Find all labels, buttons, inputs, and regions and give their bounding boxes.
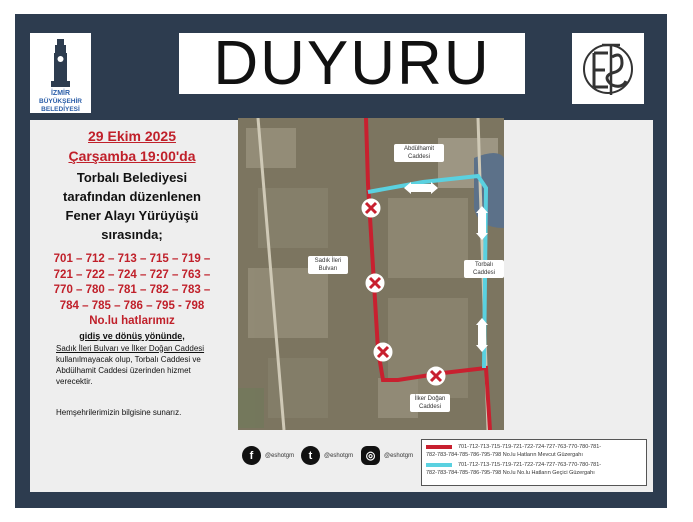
instagram-text: @eshotgm [384,452,414,459]
title-box [179,29,525,98]
legend-temp-2: 782-783-784-785-786-795-798 No.lu No.lu Hatların Geçici Güzergahı [426,470,595,476]
desc-line-4: sırasında; [101,227,163,242]
notice-time: Çarşamba 19:00'da [68,148,196,164]
logo-text-1: İZMİR [50,90,71,97]
logo-text-2: BÜYÜKŞEHİR [39,98,82,105]
legend-current [426,444,601,451]
notice-date: 29 Ekim 2025 [88,128,176,144]
facebook-icon: f [242,446,261,465]
eshot-monogram-icon [572,33,644,104]
lines-2: 721 – 722 – 724 – 727 – 763 – [53,268,211,281]
eshot-logo [572,33,644,104]
facebook-text: @eshotgm [265,452,295,459]
instagram-handle[interactable] [361,446,413,465]
body-4: verecektir. [56,376,93,386]
route-map [238,118,504,430]
legend-current-2: 782-783-784-785-786-795-798 No.lu Hatların Mevcut Güzergahı [426,452,583,458]
body-2: kullanılmayacak olup, Torbalı Caddesi ve [56,354,201,364]
facebook-handle[interactable] [242,446,294,465]
clock-tower-icon [30,33,91,113]
notice-body [32,343,232,387]
twitter-text: @eshotgm [324,452,354,459]
body-1: Sadık İleri Bulvarı ve İlker Doğan Caddesi [56,343,205,353]
body-3: Abdülhamit Caddesi üzerinden hizmet [56,365,191,375]
route-lines [32,252,232,330]
temp-route-swatch [426,463,452,467]
lines-5: No.lu hatlarımız [89,315,175,327]
legend-temp [426,462,601,469]
twitter-icon: t [301,446,320,465]
label-ilker: İlker Doğan Caddesi [410,394,450,412]
label-abdulhamit: Abdülhamit Caddesi [394,144,444,162]
label-sadik: Sadık İleri Bulvarı [308,256,348,274]
notice-text [32,126,232,387]
lines-1: 701 – 712 – 713 – 715 – 719 – [53,253,211,265]
instagram-icon: ◎ [361,446,380,465]
label-torbali: Torbalı Caddesi [464,260,504,278]
legend-current-1: 701-712-713-715-719-721-722-724-727-763-770-780-781- [458,444,602,450]
page-title: DUYURU [213,29,491,98]
izmir-logo [30,33,91,113]
route-legend [421,439,647,486]
twitter-handle[interactable] [301,446,353,465]
notice-desc [32,168,232,244]
legend-temp-1: 701-712-713-715-719-721-722-724-727-763-770-780-781- [458,462,602,468]
logo-text-3: BELEDİYESİ [41,106,80,113]
lines-3: 770 – 780 – 781 – 782 – 783 – [53,284,211,296]
desc-line-3: Fener Alayı Yürüyüşü [65,208,199,223]
current-route-swatch [426,445,452,449]
direction-text: gidiş ve dönüş yönünde, [79,330,185,341]
lines-4: 784 – 785 – 786 – 795 - 798 [59,299,205,312]
desc-line-2: tarafından düzenlenen [63,189,201,204]
closing-text: Hemşehrilerimizin bilgisine sunarız. [56,408,182,417]
desc-line-1: Torbalı Belediyesi [76,170,188,185]
